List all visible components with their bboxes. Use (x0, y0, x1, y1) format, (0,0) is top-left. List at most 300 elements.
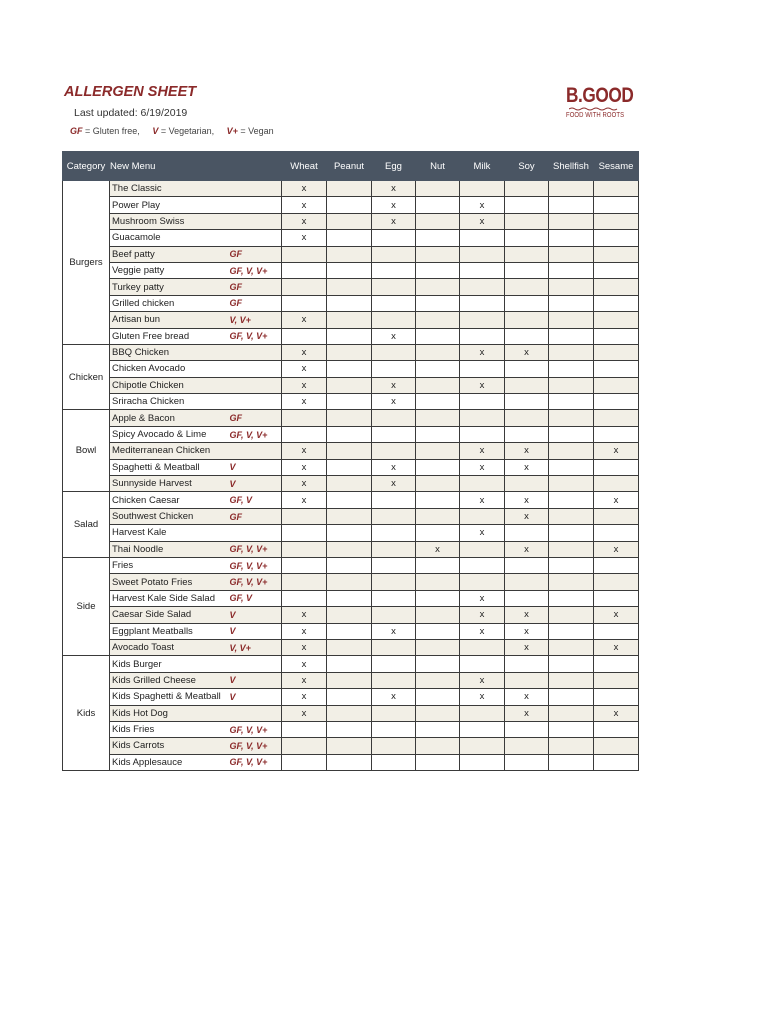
allergen-mark (594, 328, 639, 344)
menu-item-name: Kids Carrots (110, 738, 230, 754)
allergen-mark (549, 574, 594, 590)
allergen-mark: x (460, 213, 505, 229)
logo-wordmark: B.GOOD (566, 84, 634, 107)
table-row (63, 590, 639, 606)
header-allergen: Egg (372, 152, 416, 181)
allergen-mark (416, 377, 460, 393)
allergen-mark (372, 295, 416, 311)
allergen-mark (460, 426, 505, 442)
allergen-mark: x (372, 377, 416, 393)
diet-tag (230, 213, 282, 229)
allergen-mark (505, 721, 549, 737)
allergen-mark (549, 607, 594, 623)
table-row (63, 459, 639, 475)
allergen-mark (594, 623, 639, 639)
allergen-mark (282, 410, 327, 426)
allergen-table-body (63, 181, 639, 771)
allergen-mark (416, 328, 460, 344)
diet-tag: GF (230, 508, 282, 524)
allergen-mark (505, 197, 549, 213)
table-row (63, 246, 639, 262)
allergen-mark: x (282, 361, 327, 377)
allergen-mark (416, 410, 460, 426)
allergen-mark: x (282, 623, 327, 639)
diet-tag: GF, V, V+ (230, 262, 282, 278)
allergen-mark (594, 689, 639, 705)
diet-tag (230, 344, 282, 360)
allergen-mark (594, 557, 639, 573)
menu-item-name: Artisan bun (110, 312, 230, 328)
allergen-mark (460, 394, 505, 410)
diet-tag: V (230, 607, 282, 623)
table-row (63, 443, 639, 459)
table-row (63, 181, 639, 197)
allergen-mark (416, 459, 460, 475)
allergen-mark (549, 754, 594, 770)
allergen-mark (505, 476, 549, 492)
allergen-mark (460, 279, 505, 295)
table-row (63, 394, 639, 410)
allergen-mark (416, 361, 460, 377)
table-row (63, 344, 639, 360)
allergen-mark (460, 574, 505, 590)
allergen-mark (416, 312, 460, 328)
allergen-mark: x (282, 607, 327, 623)
diet-tag (230, 181, 282, 197)
allergen-mark: x (594, 705, 639, 721)
table-row (63, 197, 639, 213)
allergen-mark (549, 426, 594, 442)
category-cell: Burgers (63, 181, 110, 345)
allergen-mark (549, 689, 594, 705)
allergen-mark: x (460, 197, 505, 213)
allergen-mark: x (505, 443, 549, 459)
allergen-mark (416, 279, 460, 295)
allergen-mark (549, 541, 594, 557)
diet-tag: V (230, 459, 282, 475)
header-allergen: Shellfish (549, 152, 594, 181)
allergen-mark (327, 344, 372, 360)
allergen-mark (549, 738, 594, 754)
table-row (63, 295, 639, 311)
allergen-mark (549, 705, 594, 721)
allergen-mark: x (282, 656, 327, 672)
allergen-mark (372, 738, 416, 754)
allergen-mark (594, 410, 639, 426)
allergen-mark (282, 262, 327, 278)
menu-item-name: Kids Applesauce (110, 754, 230, 770)
allergen-mark (372, 344, 416, 360)
legend-key-vplus: V+ (226, 126, 238, 136)
allergen-mark (505, 426, 549, 442)
allergen-mark (594, 574, 639, 590)
allergen-mark (549, 443, 594, 459)
allergen-mark (594, 361, 639, 377)
allergen-mark: x (505, 623, 549, 639)
menu-item-name: Spaghetti & Meatball (110, 459, 230, 475)
allergen-mark: x (372, 181, 416, 197)
allergen-mark (416, 607, 460, 623)
allergen-mark (549, 459, 594, 475)
header-allergen: Nut (416, 152, 460, 181)
diet-tag (230, 525, 282, 541)
allergen-mark (327, 689, 372, 705)
table-row (63, 705, 639, 721)
allergen-mark (594, 672, 639, 688)
allergen-table (62, 151, 639, 771)
allergen-mark: x (460, 590, 505, 606)
allergen-mark (327, 443, 372, 459)
allergen-mark (372, 246, 416, 262)
allergen-mark (327, 508, 372, 524)
allergen-mark (282, 525, 327, 541)
allergen-mark: x (594, 443, 639, 459)
allergen-mark (327, 721, 372, 737)
menu-item-name: Sweet Potato Fries (110, 574, 230, 590)
allergen-mark (282, 246, 327, 262)
diet-tag (230, 443, 282, 459)
allergen-mark (505, 590, 549, 606)
menu-item-name: Avocado Toast (110, 639, 230, 655)
allergen-mark (372, 426, 416, 442)
allergen-mark (372, 410, 416, 426)
allergen-mark (549, 344, 594, 360)
allergen-mark (594, 312, 639, 328)
allergen-mark (327, 197, 372, 213)
allergen-mark (549, 476, 594, 492)
allergen-mark (416, 689, 460, 705)
allergen-mark: x (505, 689, 549, 705)
allergen-mark (327, 312, 372, 328)
allergen-mark: x (282, 213, 327, 229)
allergen-mark: x (505, 541, 549, 557)
allergen-mark: x (372, 394, 416, 410)
allergen-mark (549, 639, 594, 655)
allergen-mark (282, 754, 327, 770)
allergen-mark (372, 721, 416, 737)
allergen-mark (460, 230, 505, 246)
allergen-mark (594, 525, 639, 541)
header-allergen: Milk (460, 152, 505, 181)
diet-tag (230, 656, 282, 672)
allergen-mark: x (282, 689, 327, 705)
allergen-mark (460, 181, 505, 197)
allergen-mark (327, 705, 372, 721)
allergen-mark: x (505, 508, 549, 524)
menu-item-name: Kids Hot Dog (110, 705, 230, 721)
allergen-mark (416, 656, 460, 672)
diet-tag: GF (230, 410, 282, 426)
allergen-mark (594, 508, 639, 524)
legend-desc-v: = Vegetarian, (158, 126, 215, 136)
diet-tag: GF, V (230, 590, 282, 606)
allergen-mark (327, 394, 372, 410)
menu-item-name: Chipotle Chicken (110, 377, 230, 393)
allergen-mark: x (460, 623, 505, 639)
allergen-mark (460, 557, 505, 573)
allergen-mark: x (282, 230, 327, 246)
diet-tag: GF, V, V+ (230, 754, 282, 770)
allergen-mark (549, 656, 594, 672)
allergen-mark (505, 557, 549, 573)
allergen-mark: x (505, 705, 549, 721)
menu-item-name: Sunnyside Harvest (110, 476, 230, 492)
allergen-mark (282, 590, 327, 606)
table-row (63, 262, 639, 278)
menu-item-name: Apple & Bacon (110, 410, 230, 426)
allergen-mark (416, 672, 460, 688)
category-cell: Bowl (63, 410, 110, 492)
allergen-mark (416, 754, 460, 770)
allergen-mark: x (282, 639, 327, 655)
menu-item-name: Gluten Free bread (110, 328, 230, 344)
allergen-mark (282, 279, 327, 295)
allergen-mark (282, 328, 327, 344)
last-updated: Last updated: 6/19/2019 (74, 107, 188, 119)
header-allergen: Soy (505, 152, 549, 181)
allergen-mark (549, 623, 594, 639)
allergen-mark (416, 295, 460, 311)
allergen-mark (282, 541, 327, 557)
allergen-mark (505, 279, 549, 295)
allergen-mark (282, 574, 327, 590)
page-title: ALLERGEN SHEET (64, 84, 197, 100)
table-row (63, 328, 639, 344)
allergen-mark (594, 213, 639, 229)
allergen-mark (505, 574, 549, 590)
diet-tag: V, V+ (230, 639, 282, 655)
allergen-mark (416, 394, 460, 410)
diet-tag (230, 361, 282, 377)
allergen-mark: x (282, 443, 327, 459)
allergen-mark (327, 426, 372, 442)
allergen-mark (460, 541, 505, 557)
allergen-mark (460, 295, 505, 311)
allergen-mark (372, 508, 416, 524)
allergen-mark (416, 181, 460, 197)
allergen-mark: x (372, 197, 416, 213)
allergen-mark (505, 213, 549, 229)
allergen-mark (416, 590, 460, 606)
allergen-mark: x (505, 344, 549, 360)
allergen-mark (372, 754, 416, 770)
allergen-mark: x (282, 476, 327, 492)
allergen-mark (505, 312, 549, 328)
allergen-mark (416, 623, 460, 639)
allergen-mark (416, 230, 460, 246)
allergen-mark (282, 508, 327, 524)
diet-tag: V (230, 623, 282, 639)
table-row (63, 607, 639, 623)
allergen-mark (505, 754, 549, 770)
allergen-mark (327, 754, 372, 770)
allergen-mark (327, 246, 372, 262)
allergen-mark (549, 213, 594, 229)
allergen-mark (327, 295, 372, 311)
table-row (63, 213, 639, 229)
diet-tag: V, V+ (230, 312, 282, 328)
allergen-mark (327, 410, 372, 426)
allergen-mark: x (282, 492, 327, 508)
allergen-mark (416, 197, 460, 213)
table-header-row (63, 152, 639, 181)
allergen-mark (549, 312, 594, 328)
header-allergen: Wheat (282, 152, 327, 181)
allergen-mark (416, 443, 460, 459)
allergen-mark (594, 377, 639, 393)
menu-item-name: Guacamole (110, 230, 230, 246)
menu-item-name: Veggie patty (110, 262, 230, 278)
menu-item-name: Chicken Caesar (110, 492, 230, 508)
allergen-mark (327, 574, 372, 590)
allergen-mark: x (460, 492, 505, 508)
allergen-mark (549, 197, 594, 213)
allergen-mark (416, 426, 460, 442)
menu-item-name: Kids Fries (110, 721, 230, 737)
diet-tag: GF (230, 246, 282, 262)
table-row (63, 476, 639, 492)
allergen-mark: x (594, 492, 639, 508)
allergen-mark (505, 328, 549, 344)
allergen-mark (594, 459, 639, 475)
header-category: Category (63, 152, 110, 181)
allergen-mark (372, 557, 416, 573)
menu-item-name: Harvest Kale (110, 525, 230, 541)
menu-item-name: Thai Noodle (110, 541, 230, 557)
table-row (63, 574, 639, 590)
category-cell: Kids (63, 656, 110, 771)
allergen-mark (416, 738, 460, 754)
allergen-mark (549, 181, 594, 197)
allergen-mark (594, 656, 639, 672)
allergen-mark (372, 705, 416, 721)
allergen-mark (327, 525, 372, 541)
menu-item-name: Beef patty (110, 246, 230, 262)
allergen-mark (372, 672, 416, 688)
allergen-mark (372, 279, 416, 295)
allergen-mark: x (460, 443, 505, 459)
diet-tag (230, 705, 282, 721)
allergen-mark (505, 672, 549, 688)
allergen-mark: x (372, 459, 416, 475)
allergen-mark (327, 213, 372, 229)
allergen-mark (327, 230, 372, 246)
allergen-mark (505, 394, 549, 410)
allergen-mark: x (282, 377, 327, 393)
menu-item-name: BBQ Chicken (110, 344, 230, 360)
header-new-menu: New Menu (110, 152, 282, 181)
allergen-mark (416, 262, 460, 278)
legend-key-v: V (152, 126, 159, 136)
diet-tag: GF, V, V+ (230, 541, 282, 557)
allergen-mark (460, 639, 505, 655)
diet-tag (230, 394, 282, 410)
allergen-mark (282, 295, 327, 311)
allergen-mark (460, 312, 505, 328)
menu-item-name: Grilled chicken (110, 295, 230, 311)
allergen-mark (327, 328, 372, 344)
menu-item-name: Turkey patty (110, 279, 230, 295)
allergen-mark (327, 607, 372, 623)
allergen-mark (594, 721, 639, 737)
allergen-mark (460, 262, 505, 278)
diet-tag: V (230, 476, 282, 492)
allergen-mark (327, 181, 372, 197)
allergen-mark: x (372, 213, 416, 229)
diet-tag: GF, V, V+ (230, 557, 282, 573)
allergen-mark (460, 754, 505, 770)
allergen-mark: x (282, 394, 327, 410)
allergen-mark (327, 639, 372, 655)
table-row (63, 377, 639, 393)
allergen-mark (594, 754, 639, 770)
allergen-mark (505, 262, 549, 278)
menu-item-name: Eggplant Meatballs (110, 623, 230, 639)
allergen-mark (549, 262, 594, 278)
allergen-mark (549, 508, 594, 524)
header-allergen: Peanut (327, 152, 372, 181)
allergen-mark (549, 557, 594, 573)
diet-tag: GF, V, V+ (230, 426, 282, 442)
allergen-mark (282, 557, 327, 573)
allergen-mark (460, 508, 505, 524)
diet-tag: V (230, 672, 282, 688)
diet-tag (230, 197, 282, 213)
allergen-mark: x (460, 525, 505, 541)
allergen-mark: x (505, 459, 549, 475)
allergen-mark (594, 279, 639, 295)
allergen-mark (594, 738, 639, 754)
allergen-mark: x (594, 639, 639, 655)
allergen-mark (505, 230, 549, 246)
allergen-mark (594, 246, 639, 262)
table-row (63, 312, 639, 328)
allergen-mark (416, 476, 460, 492)
allergen-mark (282, 426, 327, 442)
diet-tag: GF, V, V+ (230, 721, 282, 737)
allergen-mark (416, 721, 460, 737)
allergen-mark (416, 246, 460, 262)
allergen-mark (594, 181, 639, 197)
allergen-mark (505, 295, 549, 311)
allergen-mark: x (282, 181, 327, 197)
diet-tag: V (230, 689, 282, 705)
table-row (63, 639, 639, 655)
table-row (63, 656, 639, 672)
header-allergen: Sesame (594, 152, 639, 181)
allergen-mark (549, 394, 594, 410)
legend-key-gf: GF (70, 126, 83, 136)
logo-tagline: FOOD WITH ROOTS (566, 112, 625, 119)
allergen-mark: x (282, 344, 327, 360)
allergen-mark (372, 230, 416, 246)
allergen-mark (327, 623, 372, 639)
table-row (63, 426, 639, 442)
allergen-mark (327, 672, 372, 688)
allergen-mark (594, 295, 639, 311)
diet-tag: GF, V, V+ (230, 574, 282, 590)
allergen-mark (416, 557, 460, 573)
allergen-mark (282, 738, 327, 754)
allergen-mark (505, 410, 549, 426)
allergen-mark (505, 738, 549, 754)
allergen-mark: x (460, 672, 505, 688)
allergen-mark: x (505, 492, 549, 508)
diet-tag: GF, V, V+ (230, 738, 282, 754)
allergen-mark (505, 525, 549, 541)
allergen-mark (416, 213, 460, 229)
category-cell: Side (63, 557, 110, 655)
